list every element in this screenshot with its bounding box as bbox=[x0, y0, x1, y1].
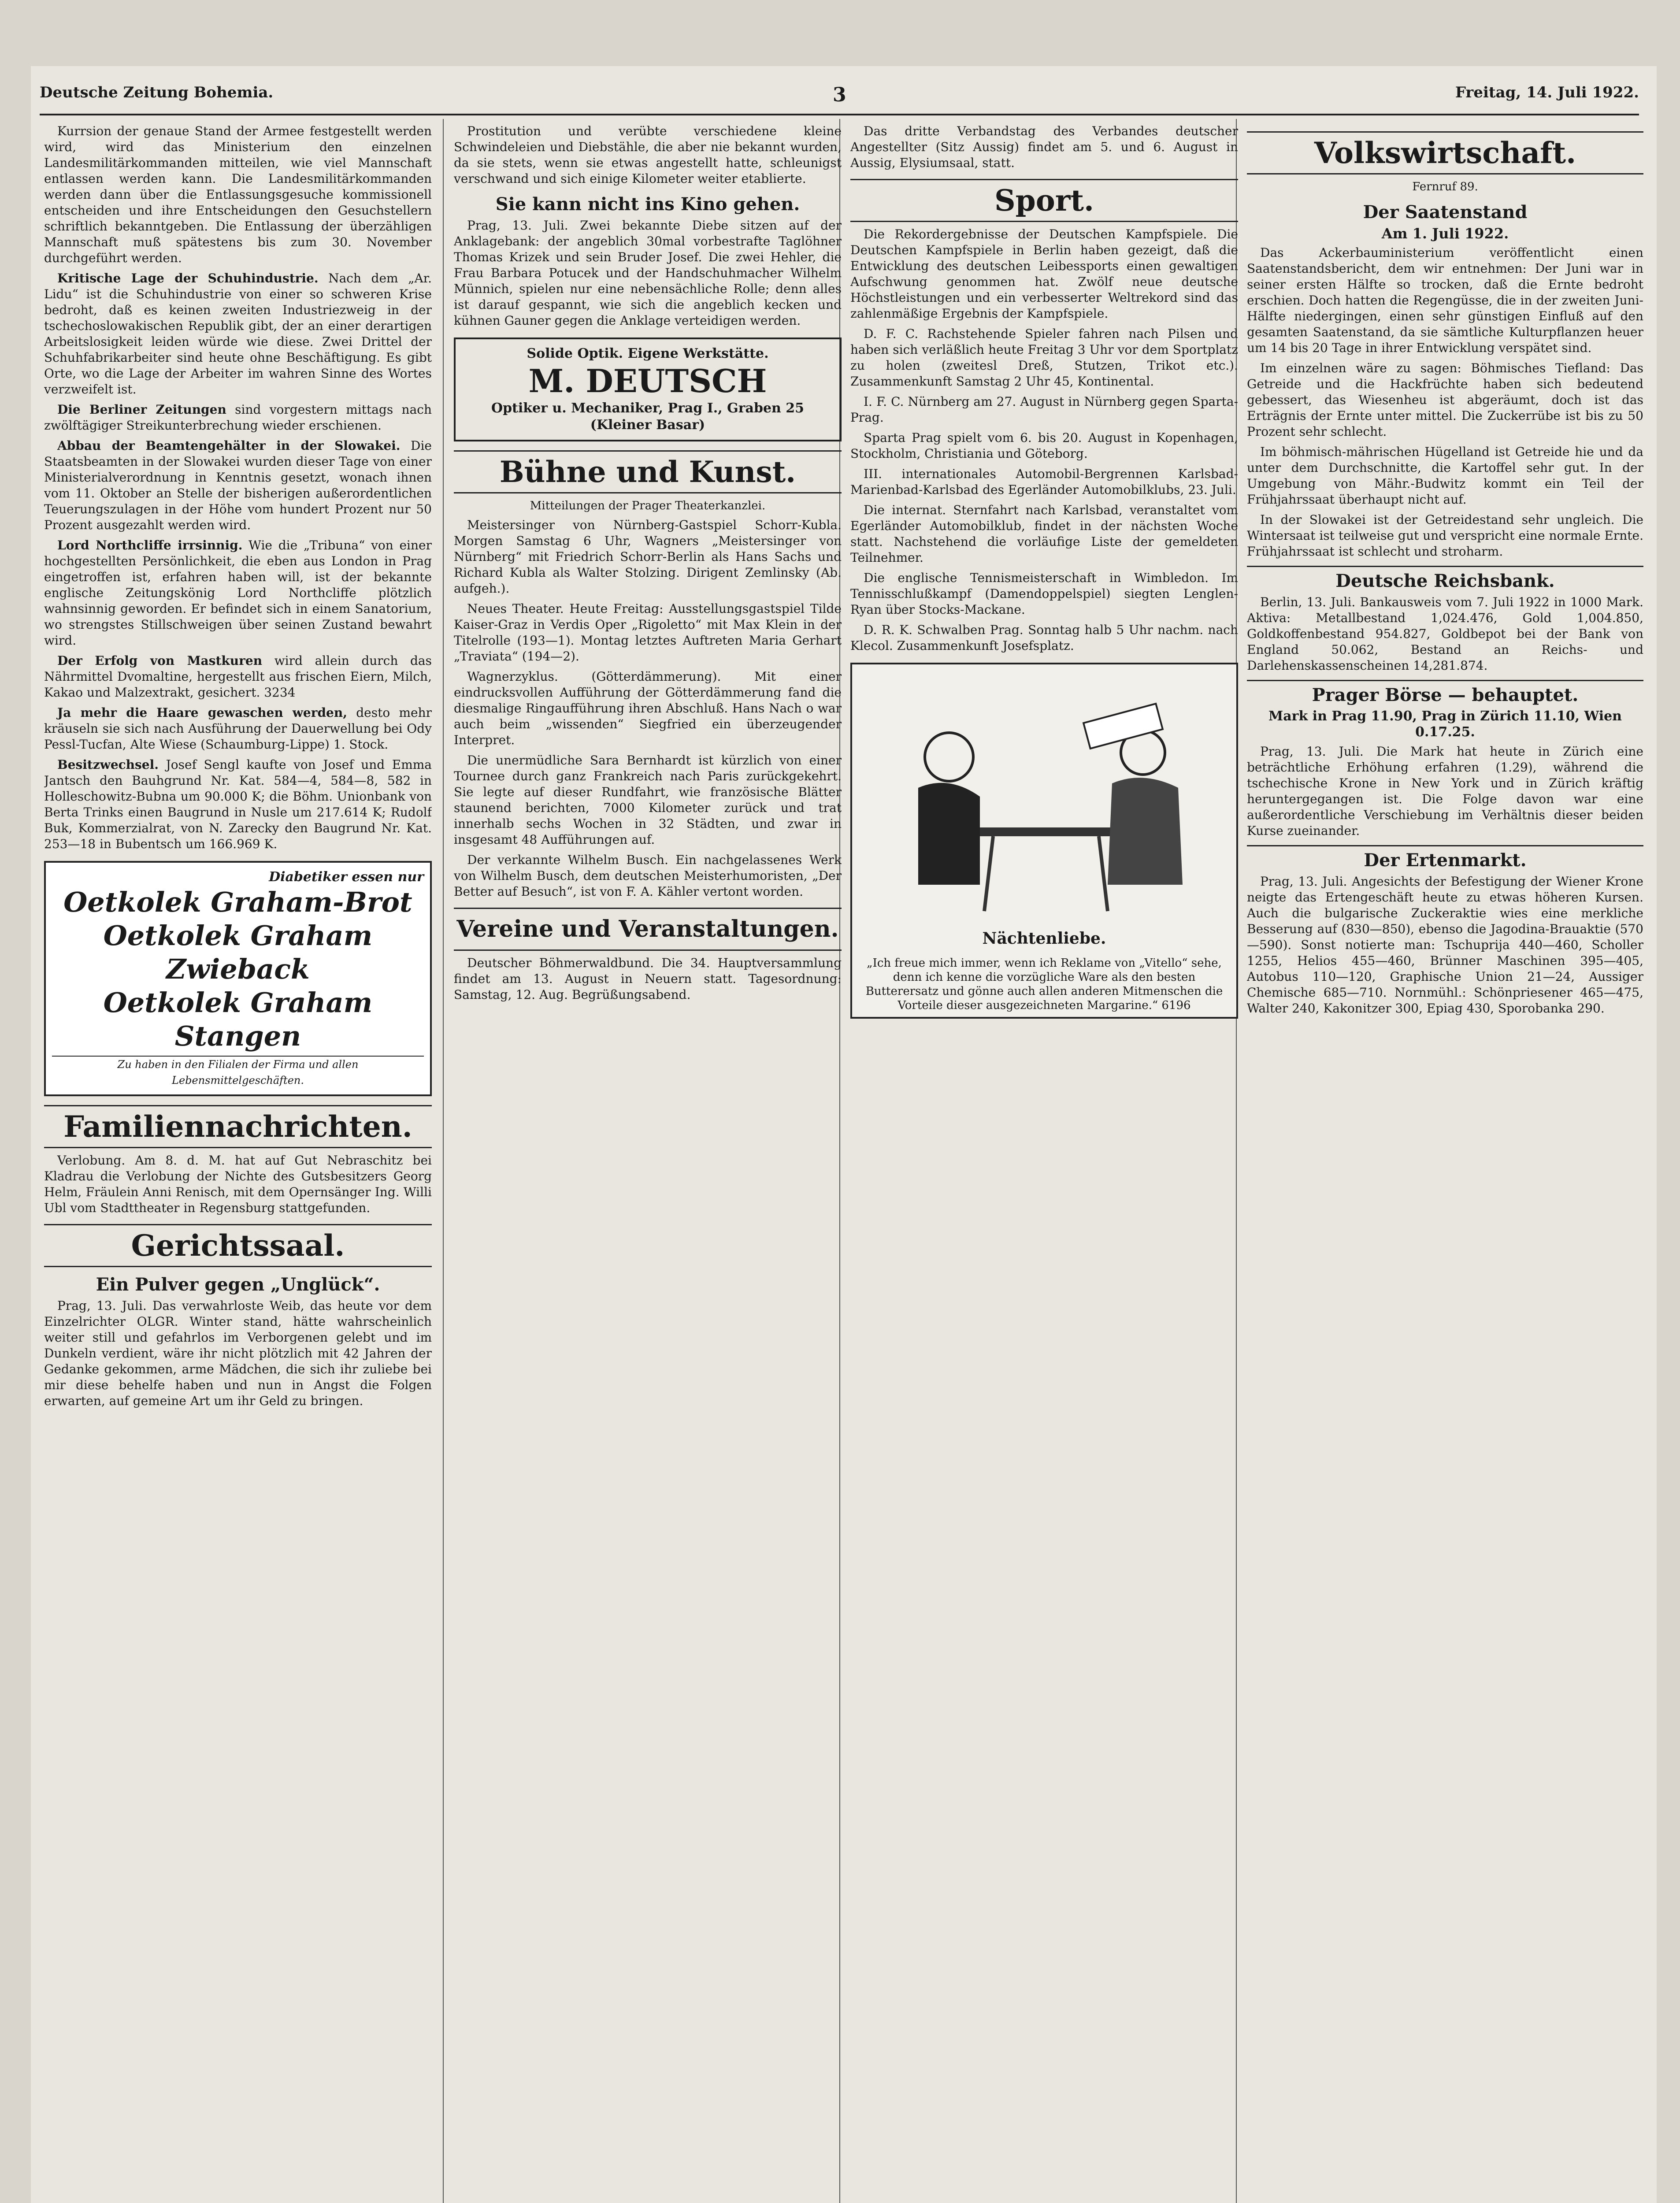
article-text: Abbau der Beamtengehälter in der Slowakei. Die Staatsbeamten in der Slowakei wurden dieser Tage von einer Ministerialverordnung in Kenntnis gesetzt, wonach ihnen vom 11. Oktober an Stelle der bisherigen außerordentlichen Teuerungszulagen in der Höhe vom hundert Prozent nur 50 Prozent ausgezahlt werden wird. bbox=[44, 438, 432, 532]
article-text: Besitzwechsel. Josef Sengl kaufte von Josef und Emma Jantsch den Bauhgrund Nr. Kat. 584—4, 584—8, 582 in Holleschowitz-Bubna um 90.000 K; die Böhm. Unionbank von Berta Trinks einen Baugrund in Nusle um 217.614 K; Rudolf Buk, Kommerzialrat, von N. Zarecky den Baugrund Nr. Kat. 253—18 in Bubentsch um 166.969 K. bbox=[44, 757, 432, 851]
article-text: Die unermüdliche Sara Bernhardt ist kürzlich von einer Tournee durch ganz Frankreich nach Paris zurückgekehrt. Sie legte auf dieser Rundfahrt, wie französische Blätter staunend berichten, 7000 Kilometer zurück und trat innerhalb sechs Wochen in 32 Städten, und zwar in insgesamt 48 Aufführungen auf. bbox=[454, 753, 842, 847]
article-text: Kurrsion der genaue Stand der Armee festgestellt werden wird, wird das Ministerium den einzelnen Landesmilitärkommanden mitteilen, wie viel Mannschaft entlassen werden kann. Die Landesmilitärkommanden werden dann über die Entlassungsgesuche kommissionell entscheiden und ihre Entscheidungen den Gesuchstellern schriftlich bekanntgeben. Die Entlassung der überzähligen Mannschaft muß spätestens bis zum 30. November durchgeführt werden. bbox=[44, 124, 432, 265]
cartoon-advertisement bbox=[850, 663, 1238, 1019]
article-headline: Sie kann nicht ins Kino gehen. bbox=[495, 194, 800, 215]
ad-brand-line: Oetkolek Graham Stangen bbox=[103, 987, 373, 1052]
article-text: Ja mehr die Haare gewaschen werden, desto mehr kräuseln sie sich nach Ausführung der Dauerwellung bei Ody Pessl-Tucfan, Alte Wiese (Schaumburg-Lippe) 1. Stock. bbox=[44, 705, 432, 752]
article-text: Lord Northcliffe irrsinnig. Wie die „Tribuna“ von einer hochgestellten Persönlichkeit, die eben aus London in Prag eingetroffen ist, erfahren haben will, ist der bekannte englische Zeitungskönig Lord Northcliffe plötzlich wahnsinnig geworden. Er befindet sich in einem Sanatorium, wo strengstes Stillschweigen über seinen Zustand bewahrt wird. bbox=[44, 538, 432, 648]
header-rule bbox=[40, 114, 1639, 115]
article-text: Prag, 13. Juli. Die Mark hat heute in Zürich eine beträchtliche Erhöhung erfahren (1.29), während die tschechische Krone in New York und in Zürich kräftig heruntergegangen ist. Die Folge davon war eine außerordentliche Verschiebung im Verhältnis dieser beiden Kurse zueinander. bbox=[1247, 744, 1643, 838]
article-lead: Ja mehr die Haare gewaschen werden, bbox=[57, 705, 347, 720]
ad-tagline: Solide Optik. Eigene Werkstätte. bbox=[527, 346, 769, 361]
column-4 bbox=[1247, 123, 1643, 2203]
article-headline: Der Ertenmarkt. bbox=[1247, 845, 1643, 872]
article-lead: Kritische Lage der Schuhindustrie. bbox=[57, 271, 319, 286]
section-heading-stage: Bühne und Kunst. bbox=[454, 450, 842, 493]
article-text: Neues Theater. Heute Freitag: Ausstellungsgastspiel Tilde Kaiser-Graz in Verdis Oper „Rigoletto“ mit Max Klein in der Titelrolle (193—1). Montag letztes Auftreten Maria Gerhart „Traviata“ (194—2). bbox=[454, 601, 842, 664]
article-text: Prostitution und verübte verschiedene kleine Schwindeleien und Diebstähle, die aber nie bekannt wurden, da sie stets, wenn sie etwas angestellt hatte, schleunigst verschwand und sich einige Kilometer weiter etablierte. bbox=[454, 124, 842, 186]
exchange-rates: Mark in Prag 11.90, Prag in Zürich 11.10, Wien 0.17.25. bbox=[1268, 708, 1622, 740]
cartoon-illustration-icon bbox=[879, 682, 1213, 920]
advertisement-optician bbox=[454, 337, 842, 441]
cartoon-caption: Nächtenliebe. bbox=[982, 929, 1106, 948]
article-text: Die internat. Sternfahrt nach Karlsbad, veranstaltet vom Egerländer Automobilklub, findet in der nächsten Woche statt. Nachstehend die vorläufige Liste der gemeldeten Teilnehmer. bbox=[850, 503, 1238, 565]
column-2 bbox=[454, 123, 842, 2203]
article-text: Die englische Tennismeisterschaft in Wimbledon. Im Tennisschlußkampf (Damendoppelspiel) siegten Lenglen-Ryan über Stocks-Mackane. bbox=[850, 571, 1238, 617]
section-heading-economy: Volkswirtschaft. bbox=[1247, 131, 1643, 174]
article-text: Die Rekordergebnisse der Deutschen Kampfspiele. Die Deutschen Kampfspiele in Berlin haben gezeigt, daß die Entwicklung des deutschen Leibessports einen gewaltigen Aufschwung genommen hat. Zwölf neue deutsche Höchstleistungen und ein verbesserter Weltrekord sind das zahlenmäßige Ergebnis der Kampfspiele. bbox=[850, 227, 1238, 321]
article-headline: Der Saatenstand bbox=[1363, 202, 1528, 223]
article-lead: Der Erfolg von Mastkuren bbox=[57, 653, 263, 668]
page-header bbox=[40, 84, 1639, 110]
article-headline: Deutsche Reichsbank. bbox=[1247, 566, 1643, 593]
section-heading-sport: Sport. bbox=[850, 179, 1238, 222]
article-text: III. internationales Automobil-Bergrennen Karlsbad-Marienbad-Karlsbad des Egerländer Automobilklubs, 23. Juli. bbox=[850, 467, 1238, 497]
article-text: Wagnerzyklus. (Götterdämmerung). Mit einer eindrucksvollen Aufführung der Götterdämmerung fand die diesmalige Ringaufführung ihren Abschluß. Hans Nach o war auch beim „wissenden“ Siegfried ein überzeugender Interpret. bbox=[454, 669, 842, 747]
article-text: In der Slowakei ist der Getreidestand sehr ungleich. Die Wintersaat ist teilweise gut und verspricht eine normale Ernte. Frühjahrssaat ist schlecht und stroharm. bbox=[1247, 512, 1643, 559]
column-divider bbox=[443, 119, 444, 2203]
ad-brand-line: Oetkolek Graham-Brot bbox=[63, 886, 412, 918]
article-text: Die Berliner Zeitungen sind vorgestern mittags nach zwölftägiger Streikunterbrechung wieder erschienen. bbox=[44, 402, 432, 433]
ad-address: Optiker u. Mechaniker, Prag I., Graben 25 (Kleiner Basar) bbox=[491, 401, 805, 433]
article-text: Das dritte Verbandstag des Verbandes deutscher Angestellter (Sitz Aussig) findet am 5. und 6. August in Aussig, Elysiumsaal, statt. bbox=[850, 124, 1238, 170]
article-text: D. F. C. Rachstehende Spieler fahren nach Pilsen und haben sich verläßlich heute Freitag 3 Uhr vor dem Sportplatz zu holen (zweitesl Dreß, Stutzen, Trikot etc.). Zusammenkunft Samstag 2 Uhr 45, Kontinental. bbox=[850, 326, 1238, 389]
section-heading-court: Gerichtssaal. bbox=[44, 1224, 432, 1267]
article-text: Kritische Lage der Schuhindustrie. Nach dem „Ar. Lidu“ ist die Schuhindustrie von einer so schweren Krise bedroht, daß es keinen zweiten Industriezweig in der tschechoslowakischen Republik gibt, der an einer derartigen Arbeitslosigkeit leiden würde wie diese. Zwei Drittel der Schuhfabrikarbeiter sind heute ohne Beschäftigung. Es gibt Orte, wo die Lage der Arbeiter im wahren Sinne des Wortes verzweifelt ist. bbox=[44, 271, 432, 397]
cartoon-text: „Ich freue mich immer, wenn ich Reklame von „Vitello“ sehe, denn ich kenne die vorzügliche Ware als den besten Butterersatz und gönne auch allen anderen Mitmenschen die Vorteile dieser ausgezeichneten Margarine.“ 6196 bbox=[865, 957, 1223, 1012]
article-text: Prag, 13. Juli. Zwei bekannte Diebe sitzen auf der Anklagebank: der angeblich 30mal vorbestrafte Taglöhner Thomas Krizek und sein Bruder Josef. Die zwei Hehler, die Frau Barbara Potucek und der Handschuhmacher Wilhelm Münnich, spielen nur eine nebensächliche Rolle; denn alles ist darauf gespannt, wie sich die angeblich kecken und kühnen Gauner gegen die Anklage verteidigen werden. bbox=[454, 218, 842, 328]
ad-brand-line: Oetkolek Graham Zwieback bbox=[103, 920, 373, 985]
ad-tagline: Diabetiker essen nur bbox=[269, 869, 424, 885]
article-text: Im einzelnen wäre zu sagen: Böhmisches Tiefland: Das Getreide und die Hackfrüchte haben sich bedeutend gebessert, das Wiesenheu ist abgeräumt, doch ist das Erträgnis der Ernte unter mittel. Die Zuckerrübe ist bis zu 50 Prozent sehr schlecht. bbox=[1247, 361, 1643, 439]
article-text: Der verkannte Wilhelm Busch. Ein nachgelassenes Werk von Wilhelm Busch, dem deutschen Meisterhumoristen, „Der Better auf Besuch“, ist von F. A. Kähler vertont worden. bbox=[454, 853, 842, 899]
article-text: Sparta Prag spielt vom 6. bis 20. August in Kopenhagen, Stockholm, Christiania und Göteborg. bbox=[850, 430, 1238, 461]
ad-footer: Zu haben in den Filialen der Firma und allen Lebensmittelgeschäften. bbox=[52, 1056, 424, 1088]
article-text: Verlobung. Am 8. d. M. hat auf Gut Nebraschitz bei Kladrau die Verlobung der Nichte des Gutsbesitzers Georg Helm, Fräulein Anni Renisch, mit dem Opernsänger Ing. Willi Ubl vom Stadttheater in Regensburg stattgefunden. bbox=[44, 1153, 432, 1215]
article-text: D. R. K. Schwalben Prag. Sonntag halb 5 Uhr nachm. nach Klecol. Zusammenkunft Josefsplatz. bbox=[850, 623, 1238, 653]
advertisement-oetkolek bbox=[44, 861, 432, 1096]
article-dateline: Am 1. Juli 1922. bbox=[1381, 225, 1509, 242]
column-3 bbox=[850, 123, 1238, 2203]
article-lead: Lord Northcliffe irrsinnig. bbox=[57, 538, 243, 553]
section-subheading: Mitteilungen der Prager Theaterkanzlei. bbox=[530, 499, 766, 512]
article-lead: Abbau der Beamtengehälter in der Slowakei. bbox=[57, 438, 401, 453]
article-text: Deutscher Böhmerwaldbund. Die 34. Hauptversammlung findet am 13. August in Neuern statt. Tagesordnung: Samstag, 12. Aug. Begrüßungsabend. bbox=[454, 956, 842, 1002]
page-number: 3 bbox=[833, 84, 846, 106]
article-headline: Prager Börse — behauptet. bbox=[1247, 680, 1643, 707]
article-lead: Die Berliner Zeitungen bbox=[57, 402, 226, 417]
article-text: Prag, 13. Juli. Angesichts der Befestigung der Wiener Krone neigte das Ertengeschäft heute zu etwas höheren Kursen. Auch die bulgarische Zuckeraktie wies eine merkliche Besserung auf (830—850), ebenso die Jagodina-Brauaktie (570—590). Sonst notierte man: Tschuprija 440—460, Scholler 1255, Helios 455—460, Brünner Maschinen 395—405, Autobus 110—120, Graphische Union 21—24, Aussiger Chemische 685—710. Nornmühl.: Schönpriesener 465—475, Walter 240, Kakonitzer 300, Epiag 430, Sporobanka 290. bbox=[1247, 874, 1643, 1016]
paper-name: Deutsche Zeitung Bohemia. bbox=[40, 84, 274, 101]
ad-brand: M. DEUTSCH bbox=[528, 362, 767, 400]
section-heading-events: Vereine und Veranstaltungen. bbox=[454, 908, 842, 951]
article-text: Prag, 13. Juli. Das verwahrloste Weib, das heute vor dem Einzelrichter OLGR. Winter stand, hätte wahrscheinlich weiter still und gefahrlos im Verborgenen gelebt und im Dunkeln verdient, wäre ihr nicht plötzlich mit 42 Jahren der Gedanke gekommen, arme Mädchen, die sich ihr zuliebe bei mir diese behelfe haben und nun in Angst die Folgen erwarten, auf gemeine Art um ihr Geld zu bringen. bbox=[44, 1298, 432, 1408]
article-text: Das Ackerbauministerium veröffentlicht einen Saatenstandsbericht, dem wir entnehmen: Der Juni war in seiner ersten Hälfte so trocken, daß die Ernte bedroht erschien. Doch hatten die Regengüsse, die in der zweiten Juni-Hälfte niedergingen, einen sehr günstigen Einfluß auf den gesamten Saatenstand, da sie sämtliche Kulturpflanzen heuer um 14 bis 20 Tage in ihrer Entwicklung verspätet sind. bbox=[1247, 245, 1643, 355]
section-subheading: Fernruf 89. bbox=[1412, 180, 1478, 193]
issue-date: Freitag, 14. Juli 1922. bbox=[1455, 84, 1639, 101]
article-headline: Ein Pulver gegen „Unglück“. bbox=[96, 1274, 380, 1295]
article-text: Meistersinger von Nürnberg-Gastspiel Schorr-Kubla. Morgen Samstag 6 Uhr, Wagners „Meistersinger von Nürnberg“ mit Friedrich Schorr-Berlin als Hans Sachs und Richard Kubla als Walter Stolzing. Dirigent Zemlinsky (Ab. aufgeh.). bbox=[454, 518, 842, 596]
column-1 bbox=[44, 123, 432, 2203]
article-text: Im böhmisch-mährischen Hügelland ist Getreide hie und da unter dem Durchschnitte, die Kartoffel sehr gut. In der Umgebung von Mähr.-Budwitz kommt ein Teil der Frühjahrssaat überhaupt nicht auf. bbox=[1247, 445, 1643, 507]
section-heading-family: Familiennachrichten. bbox=[44, 1105, 432, 1148]
article-text: I. F. C. Nürnberg am 27. August in Nürnberg gegen Sparta-Prag. bbox=[850, 394, 1238, 425]
article-text: Berlin, 13. Juli. Bankausweis vom 7. Juli 1922 in 1000 Mark. Aktiva: Metallbestand 1,024.476, Gold 1,004.850, Goldkoffenbestand 954.827, Goldbepot bei der Bank von England 50.062, Bestand an Reichs- und Darlehenskassenscheinen 14,281.874. bbox=[1247, 595, 1643, 673]
article-lead: Besitzwechsel. bbox=[57, 757, 159, 772]
article-text: Der Erfolg von Mastkuren wird allein durch das Nährmittel Dvomaltine, hergestellt aus frischen Eiern, Milch, Kakao und Malzextrakt, gesichert. 3234 bbox=[44, 653, 432, 700]
